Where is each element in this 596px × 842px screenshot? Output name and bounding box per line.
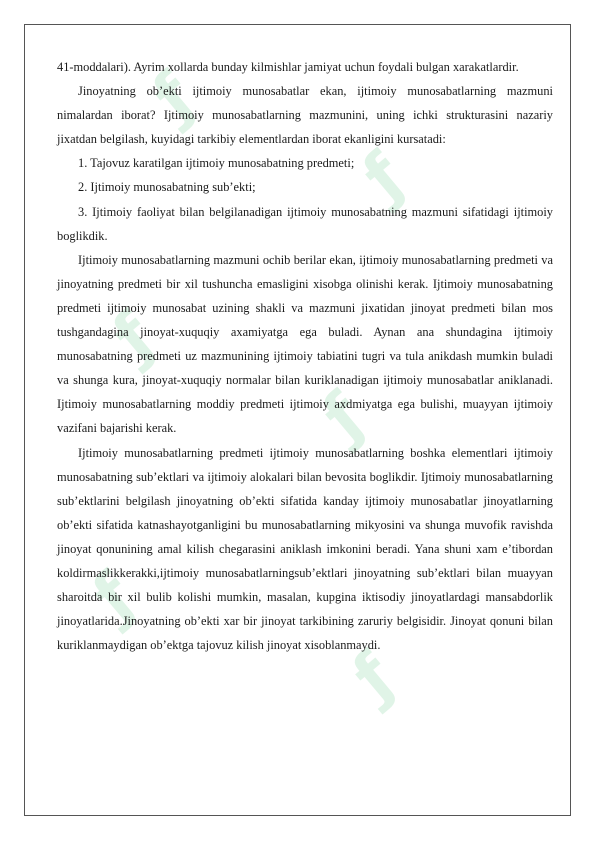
document-body	[57, 55, 553, 657]
watermark-mark: ƒ	[339, 639, 409, 715]
paragraph-intro: 41-moddalari). Ayrim xollarda bunday kilmishlar jamiyat uchun foydali bulgan xarakatlardir.	[57, 60, 519, 74]
watermark-mark: ƒ	[309, 379, 379, 455]
paragraph-predmet: Ijtimoiy munosabatlarning mazmuni ochib berilar ekan, ijtimoiy munosabatlarning predmeti va jinoyatning predmeti bir xil tushuncha emasligini xisobga olinishi kerak. Ijtimoiy munosabatning predmeti ijtimoiy munosabat uzining shakli va mazmuni jixatidan jinoyat predmeti bilan mos tushgandagina jinoyat-xuquqiy axamiyatga ega buladi. Aynan ana shundagina ijtimoiy munosabatning predmeti uz mazmunining ijtimoiy tabiatini tugri va tula anikdash mumkin buladi va shunga kura, jinoyat-xuquqiy normalar bilan kuriklanadigan ijtimoiy munosabatlar aniklanadi. Ijtimoiy munosabatlarning moddiy predmeti ijtimoiy axdmiyatga ega bulishi, muayyan ijtimoiy vazifani bajarishi kerak.	[57, 252, 553, 436]
watermark-mark: ƒ	[79, 559, 149, 635]
list-item-3: 3. Ijtimoiy faoliyat bilan belgilanadigan ijtimoiy munosabatning mazmuni sifatidagi ijtimoiy boglikdik.	[57, 204, 553, 243]
watermark-mark: ƒ	[99, 299, 169, 375]
paragraph-question: Jinoyatning ob’ekti ijtimoiy munosabatlar ekan, ijtimoiy munosabatlarning mazmuni nimalardan iborat? Ijtimoiy munosabatlarning mazmunini, uning ichki strukturasini nazariy jixatdan belgilash, kuyidagi tarkibiy elementlardan iborat ekanligini kursatadi:	[57, 84, 553, 147]
watermark-mark: ƒ	[139, 59, 209, 135]
watermark-mark: ƒ	[349, 139, 419, 215]
list-item-2: 2. Ijtimoiy munosabatning sub’ekti;	[78, 180, 256, 195]
paragraph-subekt: Ijtimoiy munosabatlarning predmeti ijtimoiy munosabatlarning boshka elementlari ijtimoiy munosabatning sub’ektlari va ijtimoiy alokalari bilan bevosita boglikdir. Ijtimoiy munosabatlarning sub’ektlarini belgilash jinoyatning ob’ekti sifatida kanday ijtimoiy munosabatlar jinoyatlarning ob’ekti sifatida katnashayotganligini bu munosabatlarning mikyosini va shunga muvofik ravishda jinoyat qonunining amal kilish chegarasini aniklash imkonini beradi. Yana shuni xam e’tibordan koldirmaslikkerakki,ijtimoiy munosabatlarningsub’ektlari jinoyatning sub’ektlari bilan muayyan sharoitda bir xil bulib kolishi mumkin, masalan, kupgina iktisodiy jinoyatlardagi mansabdorlik jinoyatlarida.Jinoyatning ob’ekti xar bir jinoyat tarkibining zaruriy belgisidir. Jinoyat qonuni bilan kuriklanmaydigan ob’ektga tajovuz kilish jinoyat xisoblanmaydi.	[57, 445, 553, 653]
list-item-1: 1. Tajovuz karatilgan ijtimoiy munosabatning predmeti;	[78, 156, 355, 171]
